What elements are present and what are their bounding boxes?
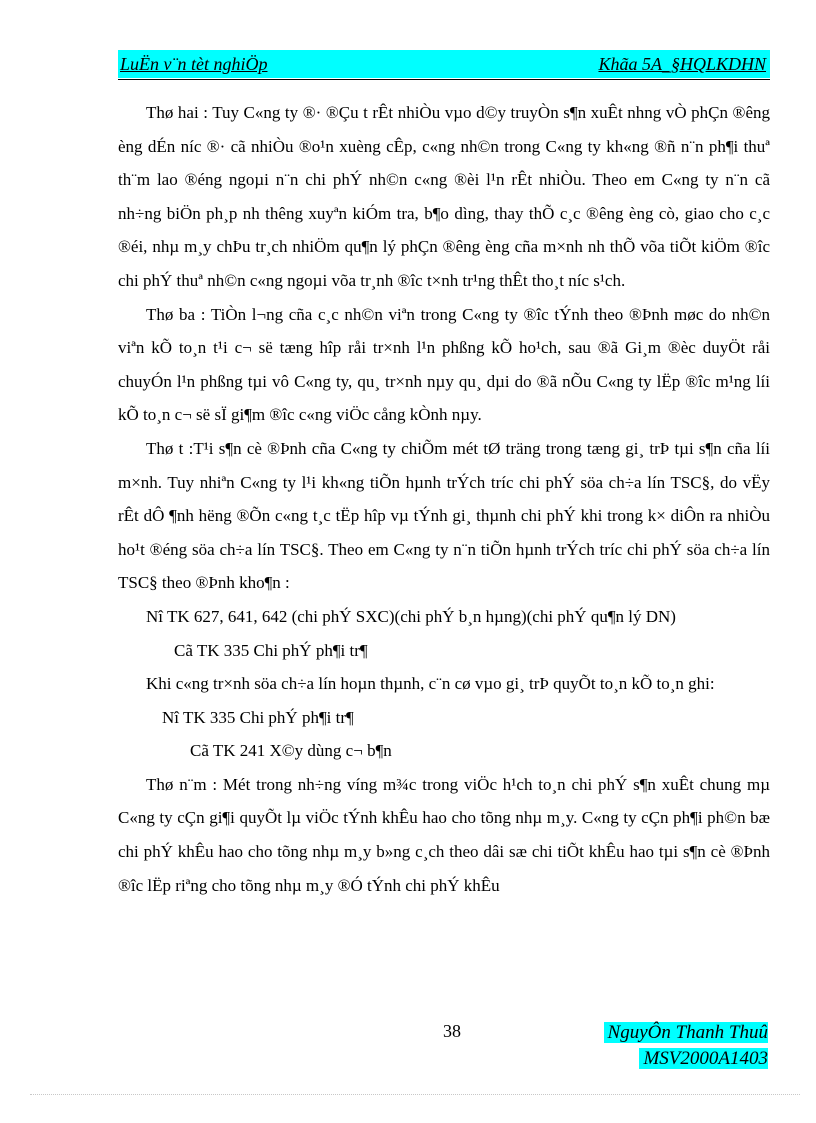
document-body [118,96,770,902]
paragraph-transition: Khi c«ng tr×nh söa ch÷a lín hoµn thµnh, c¨n cø vµo gi¸ trÞ quyÕt to¸n kÕ to¸n ghi: [146,674,715,694]
page-number: 38 [443,1021,461,1041]
thesis-label: LuËn v¨n tèt nghiÖp [120,54,268,74]
paragraph-fourth-point: Thø t :T¹i s¶n cè ®Þnh cña C«ng ty chiÕm mét tØ träng trong tæng gi¸ trÞ tµi s¶n cña líi m×nh. Tuy nhiªn C«ng ty l¹i kh«ng tiÕn hµnh trÝch tríc chi phÝ söa ch÷a lín TSC§, do vËy rÊt dÔ ¶nh hëng ®Õn c«ng t¸c tËp hîp vµ tÝnh gi¸ thµnh chi phÝ khi trong k× diÔn ra nhiÒu ho¹t ®éng söa ch÷a lín TSC§. Theo em C«ng ty n¨n tiÕn hµnh trÝch tríc chi phÝ söa ch÷a lín TSC§ theo ®Þnh kho¶n : [118,438,770,593]
author-block [578,1020,768,1072]
page-header [118,50,770,78]
entry2-credit: Cã TK 241 X©y dùng c¬ b¶n [190,741,392,761]
author-name: NguyÔn Thanh Thuû [604,1022,768,1043]
paragraph-third-point: Thø ba : TiÒn l¬ng cña c¸c nh©n viªn trong C«ng ty ®îc tÝnh theo ®Þnh møc do nh©n viªn kÕ to¸n t¹i c¬ së tæng hîp råi tr×nh l¹n phßng kÕ ho¹ch, sau ®ã Gi¸m ®èc duyÖt råi chuyÓn l¹n phßng tµi vô C«ng ty, qu¸ tr×nh nµy qu¸ dµi do ®ã nÕu C«ng ty lËp ®îc m¹ng líi kÕ to¸n c¬ së sÏ gi¶m ®îc c«ng viÖc cång kÒnh nµy. [118,304,770,425]
entry1-debit: Nî TK 627, 641, 642 (chi phÝ SXC)(chi phÝ b¸n hµng)(chi phÝ qu¶n lý DN) [146,606,676,626]
footer-divider [30,1094,800,1095]
entry2-debit: Nî TK 335 Chi phÝ ph¶i tr¶ [162,707,354,727]
course-label: Khãa 5A_§HQLKDHN [598,54,766,74]
paragraph-fifth-point: Thø n¨m : Mét trong nh÷ng víng m¾c trong viÖc h¹ch to¸n chi phÝ s¶n xuÊt chung mµ C«ng ty cÇn gi¶i quyÕt lµ viÖc tÝnh khÊu hao cho tõng nhµ m¸y. C«ng ty cÇn ph¶i ph©n bæ chi phÝ khÊu hao cho tõng nhµ m¸y b»ng c¸ch theo dâi sæ chi tiÕt khÊu hao tµi s¶n cè ®Þnh ®îc lËp riªng cho tõng nhµ m¸y ®Ó tÝnh chi phÝ khÊu [118,774,770,895]
student-id: MSV2000A1403 [639,1048,768,1069]
header-rule [118,79,770,80]
paragraph-second-point: Thø hai : Tuy C«ng ty ®· ®Çu t rÊt nhiÒu vµo d©y truyÒn s¶n xuÊt nhng vÒ phÇn ®êng èng dÉn níc ®· cã nhiÒu ®o¹n xuèng cÊp, c«ng nh©n trong C«ng ty kh«ng ®ñ n¨n ph¶i thuª th¨m lao ®éng ngoµi n¨n chi phÝ nh©n c«ng ®èi l¹n rÊt nhiÒu. Theo em C«ng ty n¨n cã nh÷ng biÖn ph¸p nh thêng xuyªn kiÓm tra, b¶o dìng, thay thÕ c¸c ®êng èng cò, giao cho c¸c ®éi, nhµ m¸y chÞu tr¸ch nhiÖm qu¶n lý phÇn ®êng èng cña m×nh nh thÕ võa tiÕt kiÖm ®îc chi phÝ thuª nh©n c«ng ngoµi võa tr¸nh ®îc t×nh tr¹ng thÊt tho¸t níc s¹ch. [118,103,770,290]
entry1-credit: Cã TK 335 Chi phÝ ph¶i tr¶ [174,640,368,660]
